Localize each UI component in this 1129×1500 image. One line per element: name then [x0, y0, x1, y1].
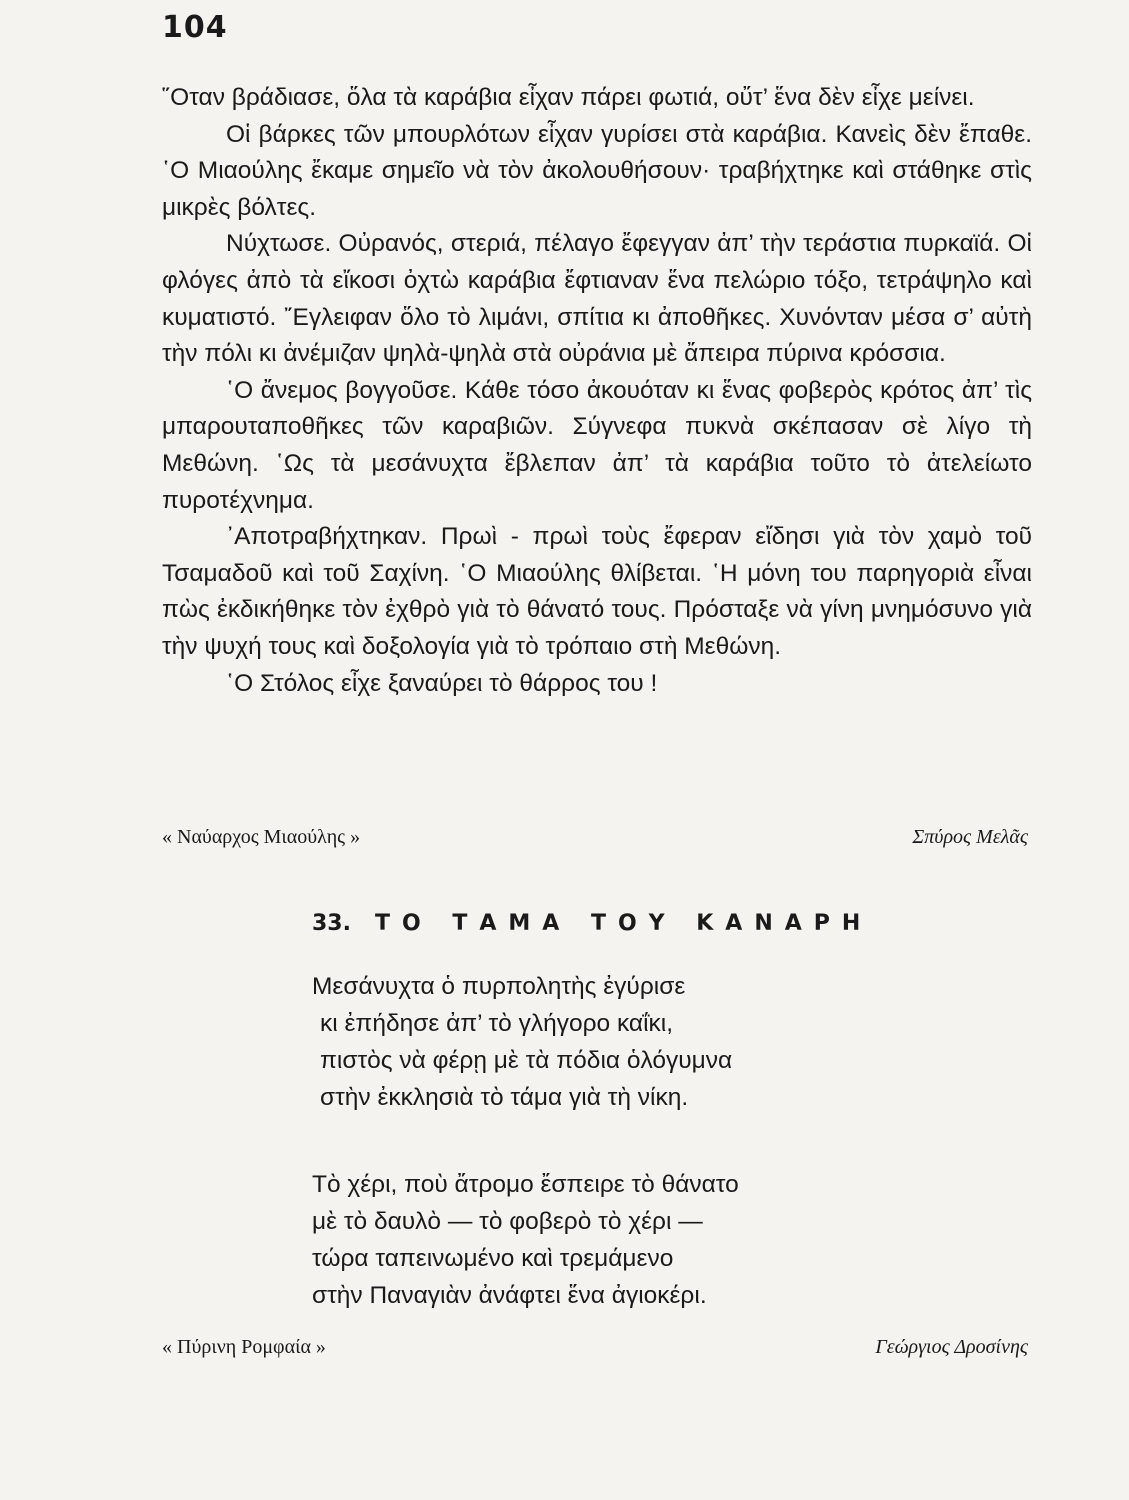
poem-line: Μεσάνυχτα ὁ πυρπολητὴς ἐγύρισε — [312, 973, 686, 1000]
paragraph: ῞Οταν βράδιασε, ὅλα τὰ καράβια εἶχαν πάρει φωτιά, οὔτ’ ἕνα δὲν εἶχε μείνει. — [162, 84, 975, 111]
poem-line: τώρα ταπεινωμένο καὶ τρεμάμενο — [312, 1245, 674, 1272]
paragraph: Νύχτωσε. Οὐρανός, στεριά, πέλαγο ἔφεγγαν ἀπ’ τὴν τεράστια πυρκαϊά. Οἱ φλόγες ἀπὸ τὰ εἴκοσι ὀχτὼ καράβια ἔφτιαναν ἕνα πελώριο τόξο, τετράψηλο καὶ κυματιστό. ῎Εγλειφαν ὅλο τὸ λιμάνι, σπίτια κι ἀποθῆκες. Χυνόνταν μέσα σ’ αὐτὴ τὴν πόλι κι ἀνέμιζαν ψηλὰ-ψηλὰ στὰ οὐράνια μὲ ἄπειρα πύρινα κρόσσια. — [162, 230, 1032, 368]
poem-stanza — [312, 968, 1012, 1116]
source-work-title: « Ναύαρχος Μιαούλης » — [162, 826, 361, 848]
prose-text — [162, 80, 1032, 702]
poem-line: Τὸ χέρι, ποὺ ἄτρομο ἔσπειρε τὸ θάνατο — [312, 1171, 739, 1198]
poem-line: στὴν ἐκκλησιὰ τὸ τάμα γιὰ τὴ νίκη. — [320, 1084, 689, 1111]
source-citation — [162, 826, 1028, 849]
poem-line: μὲ τὸ δαυλὸ — τὸ φοβερὸ τὸ χέρι — — [312, 1208, 703, 1235]
paragraph: Οἱ βάρκες τῶν μπουρλότων εἶχαν γυρίσει στὰ καράβια. Κανεὶς δὲν ἔπαθε. ῾Ο Μιαούλης ἔκαμε σημεῖο νὰ τὸν ἀκολουθήσουν· τραβήχτηκε καὶ στάθηκε στὶς μικρὲς βόλτες. — [162, 120, 1032, 221]
section-title: ΤΟ ΤΑΜΑ ΤΟΥ ΚΑΝΑΡΗ — [374, 911, 873, 936]
source-work-title: « Πύρινη Ρομφαία » — [162, 1336, 326, 1358]
poem-line: στὴν Παναγιὰν ἀνάφτει ἕνα ἀγιοκέρι. — [312, 1282, 707, 1309]
page-number: 104 — [162, 10, 228, 45]
section-heading — [312, 911, 872, 936]
source-author: Γεώργιος Δροσίνης — [875, 1336, 1028, 1358]
poem-line: κι ἐπήδησε ἀπ’ τὸ γλήγορο καΐκι, — [320, 1010, 674, 1037]
source-citation — [162, 1336, 1028, 1359]
paragraph: ῾Ο ἄνεμος βογγοῦσε. Κάθε τόσο ἀκουόταν κι ἕνας φοβερὸς κρότος ἀπ’ τὶς μπαρουταποθῆκες τῶν καραβιῶν. Σύγνεφα πυκνὰ σκέπασαν σὲ λίγο τὴ Μεθώνη. ῾Ως τὰ μεσάνυχτα ἔβλεπαν ἀπ’ τὰ καράβια τοῦτο τὸ ἀτελείωτο πυροτέχνημα. — [162, 376, 1032, 514]
paragraph: ῾Ο Στόλος εἶχε ξαναύρει τὸ θάρρος του ! — [226, 669, 658, 697]
poem-stanza — [312, 1166, 1012, 1314]
paragraph: ᾿Αποτραβήχτηκαν. Πρωὶ - πρωὶ τοὺς ἔφεραν εἴδησι γιὰ τὸν χαμὸ τοῦ Τσαμαδοῦ καὶ τοῦ Σαχίνη. ῾Ο Μιαούλης θλίβεται. ῾Η μόνη του παρηγοριὰ εἶναι πὼς ἐκδικήθηκε τὸν ἐχθρὸ γιὰ τὸ θάνατό τους. Πρόσταξε νὰ γίνη μνημόσυνο γιὰ τὴν ψυχή τους καὶ δοξολογία γιὰ τὸ τρόπαιο στὴ Μεθώνη. — [162, 523, 1032, 660]
section-number: 33. — [312, 911, 351, 936]
source-author: Σπύρος Μελᾶς — [912, 826, 1028, 848]
poem-line: πιστὸς νὰ φέρῃ μὲ τὰ πόδια ὁλόγυμνα — [320, 1047, 733, 1074]
